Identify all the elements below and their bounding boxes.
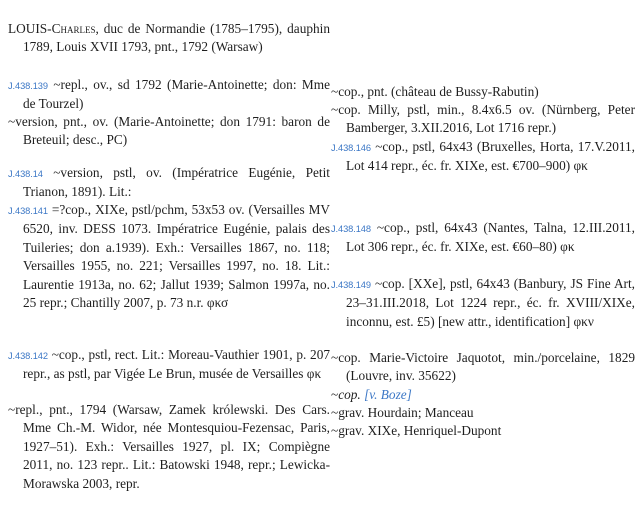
entry-cop-jaquotot [331,349,635,386]
entry-cop-boze [331,386,635,404]
entry-text: ~cop., pstl, rect. Lit.: Moreau-Vauthier 1901, p. 207 repr., as pstl, par Vigée Le Brun, musée de Versailles φκ [23,347,330,382]
entry-text: ~version, pstl, ov. (Impératrice Eugénie, Petit Trianon, 1891). Lit.: [23,165,330,200]
entry-grav-hourdain [331,404,635,422]
entry-text: ~ [331,387,339,402]
catalogue-ref-link[interactable]: J.438.142 [8,351,48,361]
entry-text: , duc de Normandie (1785–1795), dauphin 1789, Louis XVII 1793, pnt., 1792 (Warsaw) [23,21,330,55]
entry-j438-146 [331,138,635,176]
entry-repl-pnt-1794 [8,401,330,493]
entry-text: ~cop. Milly, pstl, min., 8.4x6.5 ov. (Nürnberg, Peter Bamberger, 3.XII.2016, Lot 1716 repr.) [331,102,635,136]
entry-j438-149 [331,275,635,331]
entry-text: ~grav. XIXe, Henriquel-Dupont [331,423,502,438]
entry-cop-bussy [331,83,635,101]
entry-j438-14 [8,164,330,202]
catalogue-ref-link[interactable]: J.438.146 [331,143,371,153]
entry-text: =?cop., XIXe, pstl/pchm, 53x53 ov. (Versailles MV 6520, inv. DESS 1073. Impératrice Eugénie, palais des Tuileries; don a.1939). Exh.: Versailles 1867, no. 118; Versailles 1955, no. 221; Versailles 1997, no. 18. Lit.: Laurentie 1913a, no. 62; Jallut 1939; Salmon 1997a, no. 25 repr.; Chantilly 2007, p. 73 n.r. φκσ [23,202,330,311]
entry-text: ~cop. Marie-Victoire Jaquotot, min./porcelaine, 1829 (Louvre, inv. 35622) [331,350,635,384]
entry-j438-142 [8,346,330,384]
entry-grav-henriquel [331,422,635,440]
entry-text: ~grav. Hourdain; Manceau [331,405,474,420]
entry-cop-milly [331,101,635,138]
entry-text: ~cop. [XXe], pstl, 64x43 (Banbury, JS Fine Art, 23–31.III.2018, Lot 1224 repr., éc. fr. XVIII/XIXe, inconnu, est. £5) [new attr., identification] φκν [346,276,635,329]
catalogue-ref-link[interactable]: J.438.139 [8,81,48,91]
entry-louis-charles [8,20,330,57]
catalogue-ref-link[interactable]: J.438.141 [8,206,48,216]
entry-text: ~version, pnt., ov. (Marie-Antoinette; don 1791: baron de Breteuil; desc., PC) [8,114,330,148]
entry-version-pnt [8,113,330,150]
catalogue-ref-link[interactable]: J.438.14 [8,169,43,179]
cross-reference-link[interactable]: [v. Boze] [364,387,412,402]
entry-j438-148 [331,219,635,257]
entry-text: ~cop., pnt. (château de Bussy-Rabutin) [331,84,539,99]
entry-j438-139 [8,76,330,114]
entry-text: ~repl., ov., sd 1792 (Marie-Antoinette; don: Mme de Tourzel) [23,77,330,112]
entry-text: cop. [338,387,365,402]
catalogue-ref-link[interactable]: J.438.148 [331,224,371,234]
entry-text: ~cop., pstl, 64x43 (Nantes, Talna, 12.III.2011, Lot 306 repr., éc. fr. XIXe, est. €60–80) φκ [346,220,635,255]
catalogue-ref-link[interactable]: J.438.149 [331,280,371,290]
entry-text: LOUIS-Charles [8,21,96,36]
entry-j438-141 [8,201,330,312]
entry-text: ~repl., pnt., 1794 (Warsaw, Zamek królewski. Des Cars. Mme Ch.-M. Widor, née Montesquiou-Fezensac, Paris, 1927–51). Exh.: Versailles 1927, pl. IX; Compiègne 2011, no. 123 repr.. Lit.: Batowski 1948, repr.; Lewicka-Morawska 2003, repr. [8,402,330,491]
entry-text: ~cop., pstl, 64x43 (Bruxelles, Horta, 17.V.2011, Lot 414 repr., éc. fr. XIXe, est. €700–900) φκ [346,139,635,174]
